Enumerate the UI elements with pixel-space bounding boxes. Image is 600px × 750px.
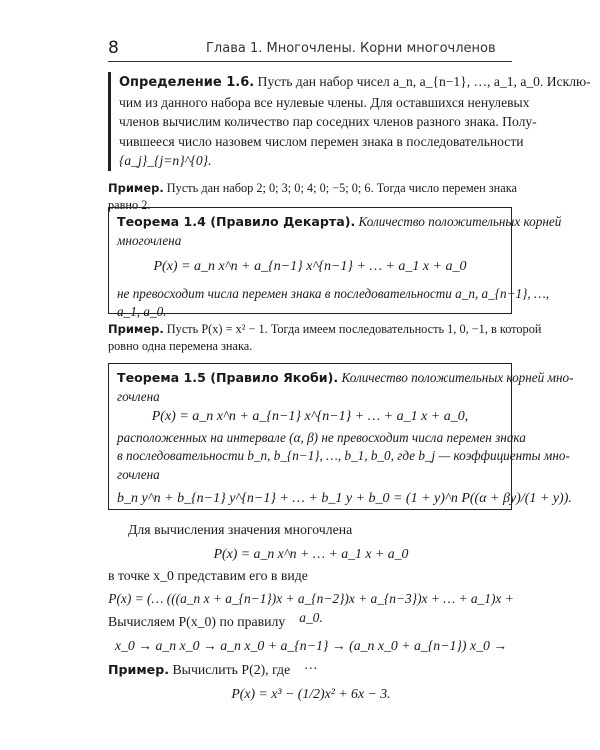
paragraph-represent: в точке x_0 представим его в виде: [108, 568, 308, 583]
definition-line-1: Определение 1.6. Пусть дан набор чисел a_n, a_{n−1}, …, a_1, a_0. Исклю-: [119, 74, 591, 90]
theorem-1-5-formula-2: b_n y^n + b_{n−1} y^{n−1} + … + b_1 y + b_0 = (1 + y)^n P((α + βy)/(1 + y)).: [117, 491, 572, 506]
theorem-1-4-label: Теорема 1.4 (Правило Декарта).: [117, 214, 356, 229]
theorem-1-5-formula-1: P(x) = a_n x^n + a_{n−1} x^{n−1} + … + a_1 x + a_0,: [151, 409, 469, 424]
example-label: Пример.: [108, 181, 164, 195]
chapter-title: Глава 1. Многочлены. Корни многочленов: [206, 41, 496, 56]
header-rule: [108, 61, 512, 62]
theorem-1-4-box: Теорема 1.4 (Правило Декарта). Количество положительных корней многочлена P(x) = a_n x^n + a_{n−1} x^{n−1} + … + a_1 x + a_0 не превосходит числа перемен знака в последовательности a_n, a_{n−1}, …, a_1, a_0.: [108, 207, 512, 314]
theorem-1-5-box: Теорема 1.5 (Правило Якоби). Количество положительных корней мно- гочлена P(x) = a_n x^n + a_{n−1} x^{n−1} + … + a_1 x + a_0, расположенных на интервале (α, β) не превосходит числа перемен знака в последовательности b_n, b_{n−1}, …, b_1, b_0, где b_j — коэффициенты мно- гочлена b_n y^n + b_{n−1} y^{n−1} + … + b_1 y + b_0 = (1 + y)^n P((α + βy)/(1 + y)).: [108, 363, 512, 510]
paragraph-compute: Вычисляем P(x_0) по правилу: [108, 614, 286, 629]
paragraph-intro: Для вычисления значения многочлена: [128, 522, 353, 537]
page-header: [108, 40, 510, 62]
definition-line-4: чившееся число назовем числом перемен знака в последовательности: [119, 133, 524, 149]
formula-example: P(x) = x³ − (1/2)x² + 6x − 3.: [231, 686, 391, 701]
page-number: 8: [108, 38, 119, 58]
definition-line-2: чим из данного набора все нулевые члены. Для оставшихся ненулевых: [119, 94, 530, 110]
definition-block: [108, 72, 591, 171]
theorem-1-4-formula: P(x) = a_n x^n + a_{n−1} x^{n−1} + … + a_1 x + a_0: [153, 259, 467, 274]
definition-label: Определение 1.6.: [119, 75, 255, 90]
example-compute: Пример. Вычислить P(2), где: [108, 662, 291, 677]
example-text: Пусть дан набор 2; 0; 3; 0; 4; 0; −5; 0; 6. Тогда число перемен знака равно 2.: [108, 181, 517, 212]
formula-horner: P(x) = (… (((a_n x + a_{n−1})x + a_{n−2})x + a_{n−3})x + … + a_1)x + a_0.: [108, 591, 514, 625]
theorem-1-5-label: Теорема 1.5 (Правило Якоби).: [117, 370, 339, 385]
formula-polynomial: P(x) = a_n x^n + … + a_1 x + a_0: [213, 546, 409, 561]
formula-scheme: x_0 → a_n x_0 → a_n x_0 + a_{n−1} → (a_n x_0 + a_{n−1}) x_0 → …: [114, 638, 508, 672]
definition-line-5: {a_j}_{j=n}^{0}.: [119, 153, 212, 168]
example-descartes: Пример. Пусть P(x) = x² − 1. Тогда имеем последовательность 1, 0, −1, в которой ровно одна перемена знака.: [108, 322, 542, 353]
definition-line-3: членов вычислим количество пар соседних членов разного знака. Полу-: [119, 114, 537, 129]
